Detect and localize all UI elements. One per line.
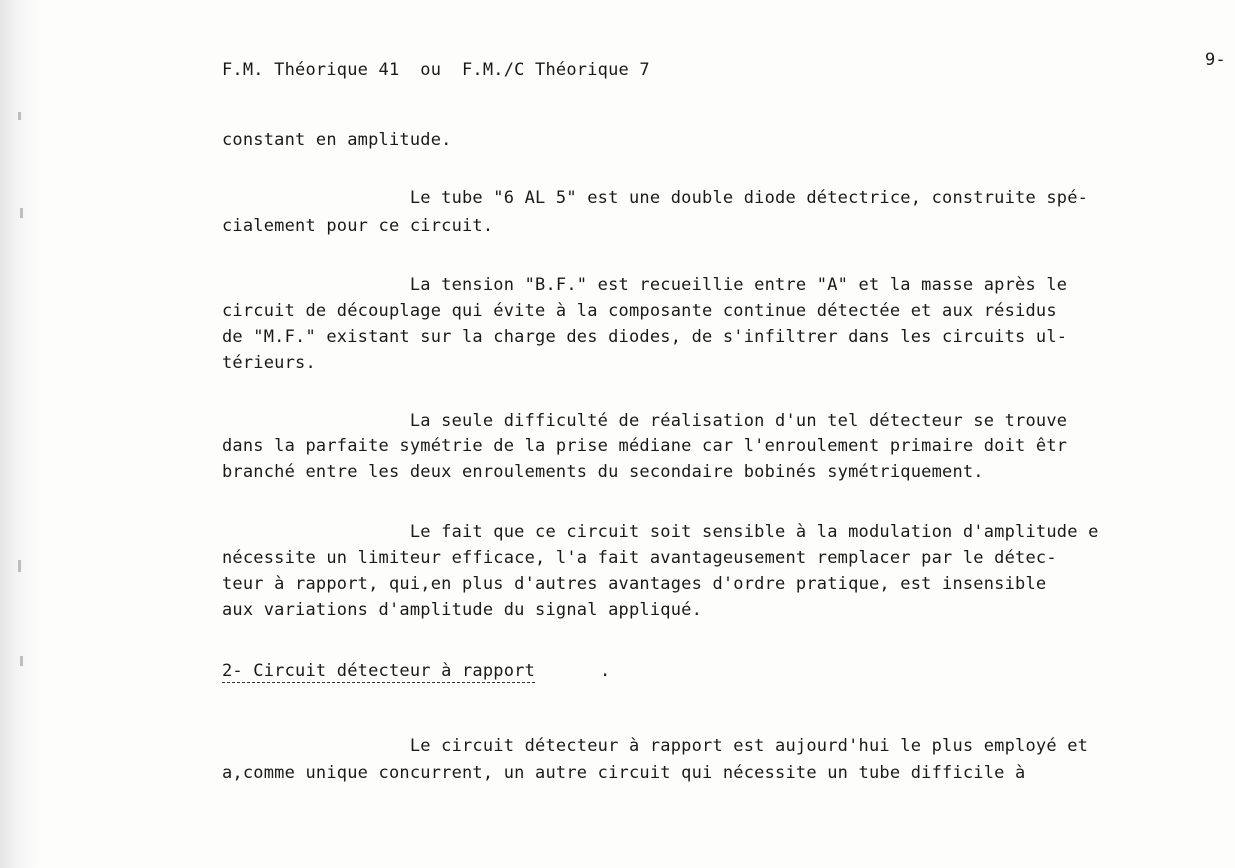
paragraph-line: nécessite un limiteur efficace, l'a fait avantageusement remplacer par le détec-: [222, 548, 1057, 568]
scan-edge-shadow: [0, 0, 40, 868]
scan-mark: [18, 560, 21, 572]
paragraph-line: teur à rapport, qui,en plus d'autres avantages d'ordre pratique, est insensible: [222, 574, 1047, 594]
paragraph-line: Le fait que ce circuit soit sensible à la modulation d'amplitude e: [222, 522, 1099, 542]
scan-mark: [18, 112, 21, 120]
section-heading-period: .: [600, 661, 611, 681]
paragraph-line: aux variations d'amplitude du signal appliqué.: [222, 600, 703, 620]
paragraph-line: Le circuit détecteur à rapport est aujourd'hui le plus employé et: [222, 736, 1089, 756]
paragraph-line: cialement pour ce circuit.: [222, 216, 494, 236]
section-heading: 2- Circuit détecteur à rapport: [222, 661, 536, 681]
paragraph-line: branché entre les deux enroulements du secondaire bobinés symétriquement.: [222, 462, 984, 482]
page-header-title: F.M. Théorique 41 ou F.M./C Théorique 7: [222, 60, 650, 80]
page-number: 9-: [1205, 50, 1226, 70]
scan-mark: [20, 208, 23, 218]
paragraph-line: La seule difficulté de réalisation d'un tel détecteur se trouve: [222, 411, 1068, 431]
paragraph-line: circuit de découplage qui évite à la composante continue détectée et aux résidus: [222, 301, 1057, 321]
paragraph-line: Le tube "6 AL 5" est une double diode détectrice, construite spé-: [222, 188, 1089, 208]
paragraph-line: constant en amplitude.: [222, 130, 452, 150]
paragraph-line: dans la parfaite symétrie de la prise médiane car l'enroulement primaire doit êtr: [222, 436, 1068, 456]
paragraph-line: térieurs.: [222, 353, 316, 373]
paragraph-line: La tension "B.F." est recueillie entre "A" et la masse après le: [222, 275, 1068, 295]
paragraph-line: de "M.F." existant sur la charge des diodes, de s'infiltrer dans les circuits ul-: [222, 327, 1068, 347]
scan-mark: [20, 656, 23, 666]
paragraph-line: a,comme unique concurrent, un autre circuit qui nécessite un tube difficile à: [222, 763, 1026, 783]
